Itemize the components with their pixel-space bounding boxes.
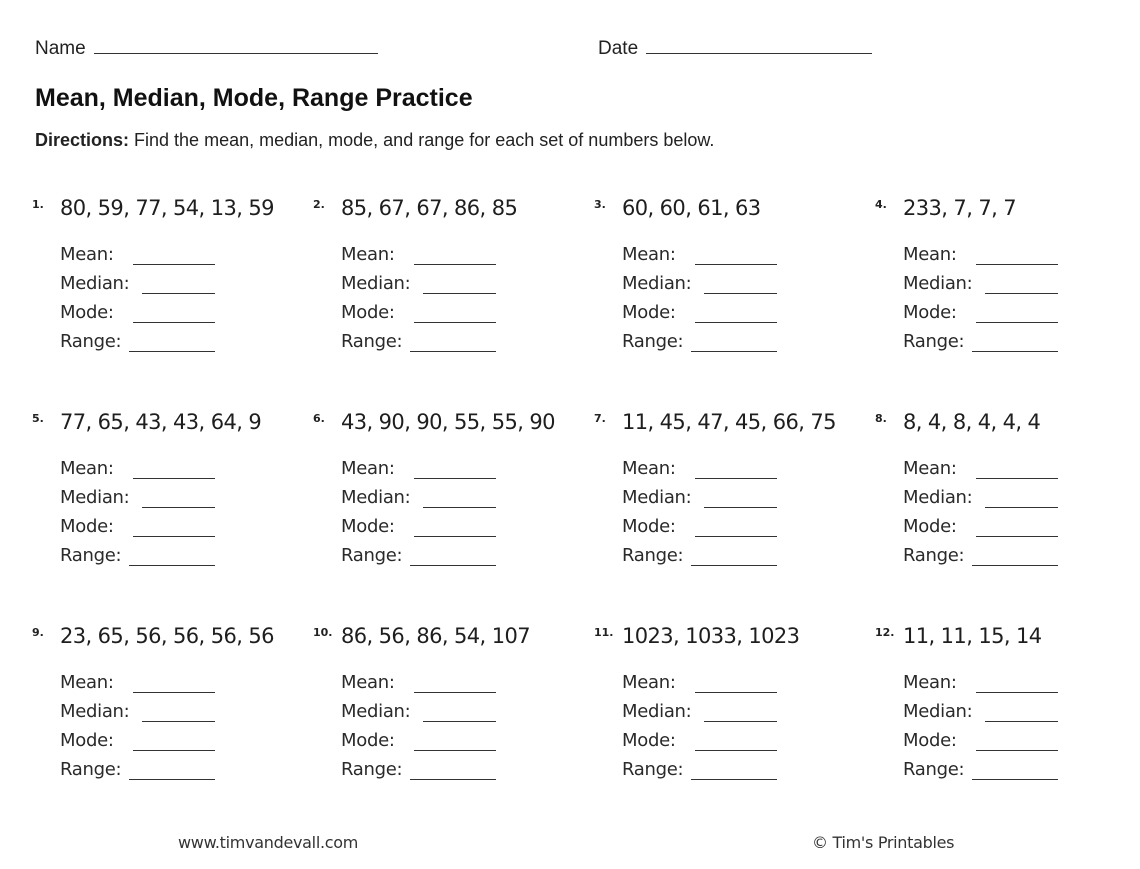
mean-label: Mean: bbox=[622, 244, 676, 265]
problem-number: 1. bbox=[32, 198, 44, 211]
mode-row bbox=[60, 730, 114, 751]
range-label: Range: bbox=[341, 331, 403, 352]
range-row bbox=[903, 759, 964, 780]
number-set: 1023, 1033, 1023 bbox=[622, 624, 800, 648]
median-row bbox=[341, 487, 410, 508]
directions-label: Directions: bbox=[35, 130, 130, 150]
median-answer-blank[interactable] bbox=[142, 507, 215, 508]
median-row bbox=[60, 701, 129, 722]
mean-label: Mean: bbox=[903, 244, 957, 265]
median-answer-blank[interactable] bbox=[423, 507, 496, 508]
mode-answer-blank[interactable] bbox=[976, 750, 1058, 751]
median-row bbox=[903, 701, 972, 722]
mean-label: Mean: bbox=[341, 244, 395, 265]
median-label: Median: bbox=[341, 273, 411, 294]
number-set: 60, 60, 61, 63 bbox=[622, 196, 761, 220]
median-label: Median: bbox=[341, 701, 411, 722]
mode-answer-blank[interactable] bbox=[414, 536, 496, 537]
problem-number: 5. bbox=[32, 412, 44, 425]
median-row bbox=[903, 487, 972, 508]
mode-label: Mode: bbox=[622, 516, 676, 537]
directions-text: Find the mean, median, mode, and range for each set of numbers below. bbox=[129, 130, 715, 150]
range-answer-blank[interactable] bbox=[129, 351, 215, 352]
mode-answer-blank[interactable] bbox=[695, 322, 777, 323]
problem-number: 8. bbox=[875, 412, 887, 425]
median-answer-blank[interactable] bbox=[704, 721, 777, 722]
problem-11 bbox=[594, 624, 854, 794]
median-answer-blank[interactable] bbox=[142, 293, 215, 294]
mode-label: Mode: bbox=[903, 302, 957, 323]
mode-label: Mode: bbox=[60, 516, 114, 537]
mean-row bbox=[60, 672, 114, 693]
median-row bbox=[622, 487, 691, 508]
mean-label: Mean: bbox=[903, 672, 957, 693]
mode-label: Mode: bbox=[60, 730, 114, 751]
mean-answer-blank[interactable] bbox=[976, 478, 1058, 479]
median-answer-blank[interactable] bbox=[423, 721, 496, 722]
directions bbox=[35, 130, 714, 151]
median-row bbox=[622, 701, 691, 722]
mode-answer-blank[interactable] bbox=[976, 322, 1058, 323]
median-answer-blank[interactable] bbox=[423, 293, 496, 294]
range-row bbox=[60, 331, 121, 352]
mean-row bbox=[341, 672, 395, 693]
range-label: Range: bbox=[903, 331, 965, 352]
mean-row bbox=[903, 244, 957, 265]
median-answer-blank[interactable] bbox=[704, 507, 777, 508]
problem-8 bbox=[875, 410, 1135, 580]
mean-answer-blank[interactable] bbox=[133, 478, 215, 479]
mean-answer-blank[interactable] bbox=[414, 692, 496, 693]
mean-answer-blank[interactable] bbox=[133, 264, 215, 265]
median-label: Median: bbox=[622, 487, 692, 508]
range-row bbox=[341, 759, 402, 780]
mean-row bbox=[903, 672, 957, 693]
range-row bbox=[341, 545, 402, 566]
mode-row bbox=[622, 516, 676, 537]
number-set: 11, 11, 15, 14 bbox=[903, 624, 1042, 648]
mode-answer-blank[interactable] bbox=[695, 750, 777, 751]
problem-number: 6. bbox=[313, 412, 325, 425]
problem-9 bbox=[32, 624, 292, 794]
mean-label: Mean: bbox=[903, 458, 957, 479]
range-row bbox=[622, 545, 683, 566]
mode-label: Mode: bbox=[622, 730, 676, 751]
range-label: Range: bbox=[60, 545, 122, 566]
range-row bbox=[622, 759, 683, 780]
range-label: Range: bbox=[903, 545, 965, 566]
mode-answer-blank[interactable] bbox=[414, 322, 496, 323]
mean-row bbox=[341, 244, 395, 265]
number-set: 77, 65, 43, 43, 64, 9 bbox=[60, 410, 262, 434]
problem-12 bbox=[875, 624, 1135, 794]
mean-label: Mean: bbox=[60, 244, 114, 265]
median-answer-blank[interactable] bbox=[985, 721, 1058, 722]
number-set: 8, 4, 8, 4, 4, 4 bbox=[903, 410, 1041, 434]
range-row bbox=[903, 545, 964, 566]
range-label: Range: bbox=[622, 331, 684, 352]
mode-label: Mode: bbox=[341, 302, 395, 323]
mode-label: Mode: bbox=[341, 730, 395, 751]
number-set: 80, 59, 77, 54, 13, 59 bbox=[60, 196, 274, 220]
mode-answer-blank[interactable] bbox=[133, 322, 215, 323]
mean-row bbox=[60, 244, 114, 265]
mean-label: Mean: bbox=[622, 672, 676, 693]
range-label: Range: bbox=[60, 331, 122, 352]
range-answer-blank[interactable] bbox=[972, 351, 1058, 352]
mode-row bbox=[60, 516, 114, 537]
median-label: Median: bbox=[622, 273, 692, 294]
problem-number: 4. bbox=[875, 198, 887, 211]
mean-row bbox=[622, 244, 676, 265]
number-set: 233, 7, 7, 7 bbox=[903, 196, 1017, 220]
problem-3 bbox=[594, 196, 854, 366]
problem-4 bbox=[875, 196, 1135, 366]
mean-row bbox=[903, 458, 957, 479]
mode-answer-blank[interactable] bbox=[695, 536, 777, 537]
number-set: 86, 56, 86, 54, 107 bbox=[341, 624, 530, 648]
name-label: Name bbox=[35, 38, 86, 59]
median-label: Median: bbox=[341, 487, 411, 508]
range-label: Range: bbox=[341, 545, 403, 566]
date-blank-line[interactable] bbox=[646, 52, 872, 54]
mode-row bbox=[903, 730, 957, 751]
mode-row bbox=[903, 302, 957, 323]
date-field bbox=[598, 38, 872, 60]
mean-label: Mean: bbox=[60, 458, 114, 479]
footer-website: www.timvandevall.com bbox=[178, 833, 359, 852]
problem-number: 2. bbox=[313, 198, 325, 211]
median-row bbox=[60, 487, 129, 508]
median-label: Median: bbox=[60, 273, 130, 294]
median-answer-blank[interactable] bbox=[704, 293, 777, 294]
problem-number: 7. bbox=[594, 412, 606, 425]
median-label: Median: bbox=[903, 701, 973, 722]
mean-answer-blank[interactable] bbox=[695, 692, 777, 693]
mode-row bbox=[60, 302, 114, 323]
problem-2 bbox=[313, 196, 573, 366]
range-row bbox=[903, 331, 964, 352]
median-row bbox=[903, 273, 972, 294]
range-label: Range: bbox=[622, 759, 684, 780]
range-answer-blank[interactable] bbox=[129, 779, 215, 780]
mode-row bbox=[622, 302, 676, 323]
range-answer-blank[interactable] bbox=[410, 565, 496, 566]
mean-answer-blank[interactable] bbox=[695, 478, 777, 479]
mode-label: Mode: bbox=[60, 302, 114, 323]
mean-row bbox=[622, 458, 676, 479]
range-answer-blank[interactable] bbox=[691, 779, 777, 780]
name-blank-line[interactable] bbox=[94, 52, 378, 54]
mean-answer-blank[interactable] bbox=[133, 692, 215, 693]
mean-answer-blank[interactable] bbox=[976, 692, 1058, 693]
mean-answer-blank[interactable] bbox=[414, 264, 496, 265]
median-label: Median: bbox=[60, 701, 130, 722]
range-answer-blank[interactable] bbox=[972, 779, 1058, 780]
problem-5 bbox=[32, 410, 292, 580]
number-set: 23, 65, 56, 56, 56, 56 bbox=[60, 624, 274, 648]
mean-answer-blank[interactable] bbox=[976, 264, 1058, 265]
problem-10 bbox=[313, 624, 573, 794]
name-field bbox=[35, 38, 378, 60]
mode-row bbox=[341, 302, 395, 323]
number-set: 11, 45, 47, 45, 66, 75 bbox=[622, 410, 836, 434]
mode-row bbox=[341, 730, 395, 751]
median-answer-blank[interactable] bbox=[985, 293, 1058, 294]
range-row bbox=[622, 331, 683, 352]
range-answer-blank[interactable] bbox=[410, 779, 496, 780]
footer-copyright: © Tim's Printables bbox=[812, 833, 955, 852]
number-set: 85, 67, 67, 86, 85 bbox=[341, 196, 518, 220]
problem-6 bbox=[313, 410, 573, 580]
median-label: Median: bbox=[622, 701, 692, 722]
median-label: Median: bbox=[903, 273, 973, 294]
mean-row bbox=[60, 458, 114, 479]
median-label: Median: bbox=[903, 487, 973, 508]
page-title: Mean, Median, Mode, Range Practice bbox=[35, 84, 473, 112]
mode-answer-blank[interactable] bbox=[133, 750, 215, 751]
mode-label: Mode: bbox=[622, 302, 676, 323]
range-row bbox=[60, 545, 121, 566]
mode-row bbox=[341, 516, 395, 537]
range-row bbox=[341, 331, 402, 352]
mode-label: Mode: bbox=[341, 516, 395, 537]
mean-answer-blank[interactable] bbox=[414, 478, 496, 479]
mode-answer-blank[interactable] bbox=[133, 536, 215, 537]
number-set: 43, 90, 90, 55, 55, 90 bbox=[341, 410, 555, 434]
range-answer-blank[interactable] bbox=[691, 565, 777, 566]
mode-answer-blank[interactable] bbox=[414, 750, 496, 751]
range-answer-blank[interactable] bbox=[129, 565, 215, 566]
problem-number: 12. bbox=[875, 626, 895, 639]
range-row bbox=[60, 759, 121, 780]
range-label: Range: bbox=[622, 545, 684, 566]
median-answer-blank[interactable] bbox=[142, 721, 215, 722]
range-label: Range: bbox=[341, 759, 403, 780]
median-answer-blank[interactable] bbox=[985, 507, 1058, 508]
problem-1 bbox=[32, 196, 292, 366]
median-label: Median: bbox=[60, 487, 130, 508]
mean-row bbox=[622, 672, 676, 693]
median-row bbox=[341, 273, 410, 294]
range-answer-blank[interactable] bbox=[972, 565, 1058, 566]
mode-row bbox=[903, 516, 957, 537]
mean-row bbox=[341, 458, 395, 479]
range-answer-blank[interactable] bbox=[410, 351, 496, 352]
median-row bbox=[341, 701, 410, 722]
problem-number: 9. bbox=[32, 626, 44, 639]
median-row bbox=[60, 273, 129, 294]
problem-number: 11. bbox=[594, 626, 614, 639]
median-row bbox=[622, 273, 691, 294]
range-label: Range: bbox=[903, 759, 965, 780]
problem-number: 10. bbox=[313, 626, 333, 639]
mean-label: Mean: bbox=[341, 458, 395, 479]
mode-answer-blank[interactable] bbox=[976, 536, 1058, 537]
mean-label: Mean: bbox=[60, 672, 114, 693]
mode-label: Mode: bbox=[903, 730, 957, 751]
date-label: Date bbox=[598, 38, 639, 59]
mean-label: Mean: bbox=[622, 458, 676, 479]
mean-answer-blank[interactable] bbox=[695, 264, 777, 265]
problem-7 bbox=[594, 410, 854, 580]
mode-row bbox=[622, 730, 676, 751]
problem-number: 3. bbox=[594, 198, 606, 211]
range-label: Range: bbox=[60, 759, 122, 780]
mean-label: Mean: bbox=[341, 672, 395, 693]
mode-label: Mode: bbox=[903, 516, 957, 537]
range-answer-blank[interactable] bbox=[691, 351, 777, 352]
